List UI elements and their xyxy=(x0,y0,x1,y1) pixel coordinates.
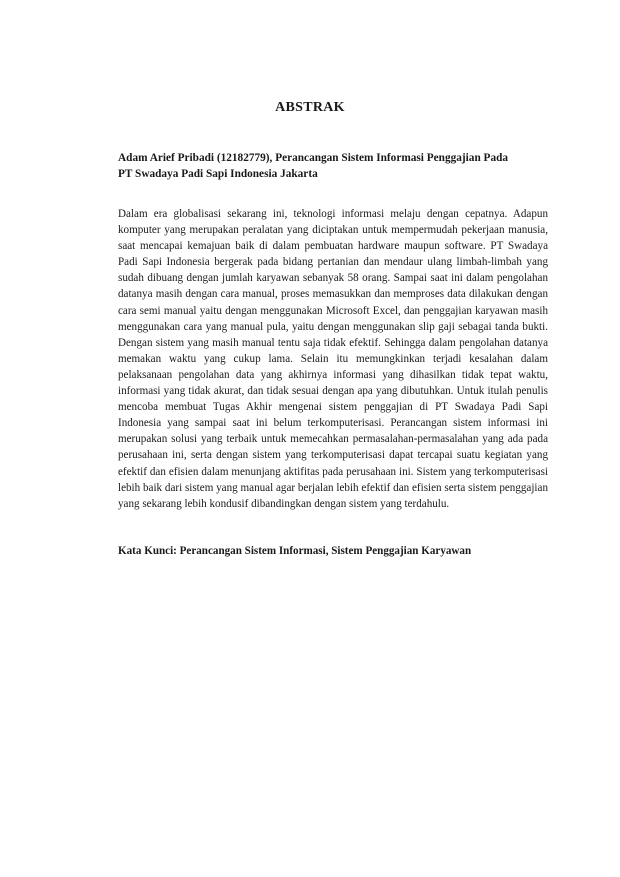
heading-line-2: PT Swadaya Padi Sapi Indonesia Jakarta xyxy=(118,168,318,180)
abstract-body: Dalam era globalisasi sekarang ini, teknologi informasi melaju dengan cepatnya. Adapun komputer yang merupakan peralatan yang diciptakan untuk mempermudah pekerjaan manusia, saat mencapai kemajuan baik di dalam pembuatan hardware maupun software. PT Swadaya Padi Sapi Indonesia bergerak pada bidang pertanian dan mendaur ulang limbah-limbah yang sudah dibuang dengan jumlah karyawan sebanyak 58 orang. Sampai saat ini dalam pengolahan datanya masih dengan cara manual, proses memasukkan dan memproses data dilakukan dengan cara semi manual yaitu dengan menggunakan Microsoft Excel, dan penggajian karyawan masih menggunakan cara yang manual pula, yaitu dengan menggunakan slip gaji sebagai tanda bukti. Dengan sistem yang masih manual tentu saja tidak efektif. Sehingga dalam pengolahan datanya memakan waktu yang cukup lama. Selain itu memungkinkan terjadi kesalahan dalam pelaksanaan pengolahan data yang akhirnya informasi yang dihasilkan tidak tepat waktu, informasi yang tidak akurat, dan tidak sesuai dengan apa yang dibutuhkan. Untuk itulah penulis mencoba membuat Tugas Akhir mengenai sistem penggajian di PT Swadaya Padi Sapi Indonesia yang sampai saat ini belum terkomputerisasi. Perancangan sistem informasi ini merupakan solusi yang terbaik untuk memecahkan permasalahan-permasalahan yang ada pada perusahaan ini, serta dengan sistem yang terkomputerisasi dapat tercapai suatu kegiatan yang efektif dan efisien dalam menunjang aktifitas pada perusahaan ini. Sistem yang terkomputerisasi lebih baik dari sistem yang manual agar berjalan lebih efektif dan efisien serta sistem penggajian yang sekarang lebih kondusif dibandingkan dengan sistem yang terdahulu. xyxy=(118,208,548,510)
author-thesis-heading xyxy=(118,150,548,182)
abstract-title: ABSTRAK xyxy=(275,100,345,115)
heading-line-1: Adam Arief Pribadi (12182779), Perancangan Sistem Informasi Penggajian Pada xyxy=(118,152,509,164)
keywords-line: Kata Kunci: Perancangan Sistem Informasi, Sistem Penggajian Karyawan xyxy=(118,545,472,557)
